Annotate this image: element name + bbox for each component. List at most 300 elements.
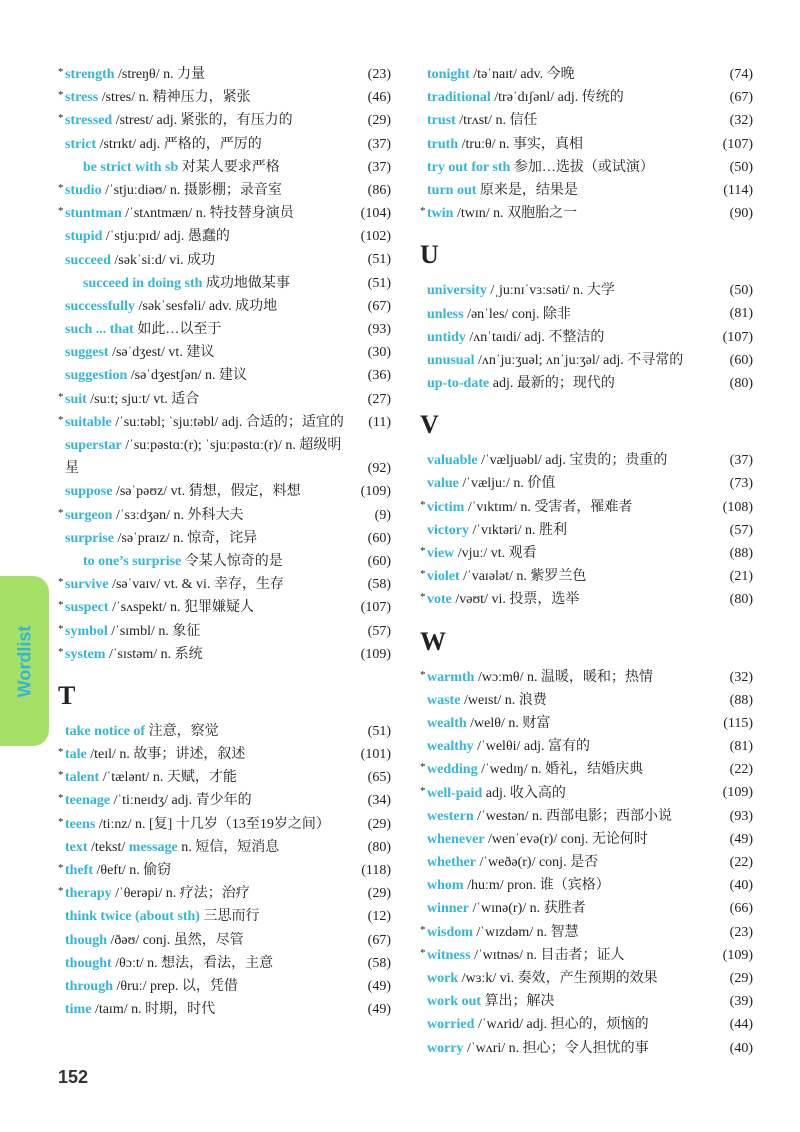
page-reference: (58) [367, 577, 391, 593]
headword: violet [427, 569, 460, 585]
section-letter: W [420, 626, 446, 656]
definition: /təˈnaɪt/ adv. 今晚 [469, 67, 575, 82]
definition: 三思而行 [199, 909, 260, 925]
wordlist-entry [58, 341, 391, 364]
wordlist-entry [420, 449, 753, 472]
headword: victory [427, 522, 469, 538]
wordlist-entry [420, 279, 753, 302]
definition: /ˈwestən/ n. 西部电影；西部小说 [473, 808, 672, 824]
wordlist-entry [58, 388, 391, 411]
headword: theft [65, 863, 93, 879]
definition: /səˈdʒest/ vt. 建议 [108, 345, 215, 361]
wordlist-entry [420, 944, 753, 967]
headword: view [427, 546, 455, 561]
wordlist-entry [58, 133, 391, 156]
definition: /ˈwʌri/ n. 担心；令人担忧的事 [463, 1040, 649, 1056]
page-reference: (51) [367, 252, 391, 268]
page-reference: (12) [367, 909, 391, 925]
definition: /ˈwedɪŋ/ n. 婚礼，结婚庆典 [477, 762, 644, 778]
star-icon: * [58, 576, 64, 589]
wordlist-entry [58, 859, 391, 882]
wordlist-entry [420, 782, 753, 805]
wordlist-entry [58, 743, 391, 766]
page-reference: (40) [729, 1040, 753, 1056]
wordlist-entry [420, 472, 753, 495]
wordlist-entry [420, 519, 753, 542]
definition: /ðəʊ/ conj. 虽然，尽管 [107, 932, 244, 948]
star-icon: * [420, 498, 426, 511]
star-icon: * [420, 761, 426, 774]
headword: surgeon [65, 507, 113, 523]
headword: suppose [65, 484, 113, 500]
wordlist-entry [420, 565, 753, 588]
headword: though [65, 932, 108, 948]
headword: strength [65, 67, 115, 82]
page-reference: (74) [729, 66, 753, 82]
headword: tale [65, 747, 87, 763]
headword: turn out [427, 182, 477, 198]
wordlist-entry [420, 1013, 753, 1036]
page-reference: (22) [729, 762, 753, 778]
star-icon: * [420, 591, 426, 604]
definition: /ʌnˈtaɪdi/ adj. 不整洁的 [465, 329, 605, 345]
page-reference: (67) [367, 298, 391, 314]
headword: take notice of [65, 723, 146, 739]
definition: /twɪn/ n. 双胞胎之一 [453, 206, 578, 222]
page-reference: (37) [367, 159, 391, 175]
wordlist-entry [58, 179, 391, 202]
page-reference: (51) [367, 275, 391, 291]
page-reference: (81) [729, 306, 753, 322]
headword: suggest [65, 345, 109, 361]
wordlist-entry [420, 63, 753, 86]
definition: 原来是，结果是 [476, 182, 578, 198]
wordlist-entry [420, 897, 753, 920]
wordlist-entry [58, 720, 391, 743]
star-icon: * [58, 205, 64, 218]
definition: /səkˈsiːd/ vi. 成功 [110, 252, 216, 268]
wordlist-entry [420, 758, 753, 781]
headword: survive [65, 577, 109, 593]
page-reference: (49) [729, 831, 753, 847]
headword: symbol [65, 623, 108, 639]
page-reference: (32) [729, 669, 753, 685]
definition: 如此…以至于 [133, 322, 222, 338]
wordlist-entry [420, 326, 753, 349]
right-column [420, 63, 753, 1060]
headword: work out [427, 994, 482, 1010]
headword: valuable [427, 453, 478, 469]
page-reference: (102) [360, 229, 391, 245]
headword: work [427, 971, 459, 986]
wordlist-entry [420, 349, 753, 372]
page-reference: (80) [729, 376, 753, 392]
page-reference: (104) [360, 206, 391, 222]
page-reference: (93) [367, 322, 391, 338]
wordlist-entry [420, 496, 753, 519]
definition: /ˈwɪnə(r)/ n. 获胜者 [469, 901, 586, 917]
definition: /səˈdʒestʃən/ n. 建议 [127, 368, 247, 384]
page-reference: (101) [360, 747, 391, 763]
page-reference: (34) [367, 793, 391, 809]
wordlist-entry [58, 249, 391, 272]
definition: /θɔːt/ n. 想法，看法，主意 [111, 955, 274, 971]
wordlist-entry [420, 202, 753, 225]
left-column [58, 63, 391, 1021]
star-icon: * [420, 946, 426, 959]
definition: adj. 最新的；现代的 [489, 376, 615, 392]
definition: /ˈsuːtəbl; ˈsjuːtəbl/ adj. 合适的；适宜的 [111, 414, 344, 430]
wordlist-entry [420, 156, 753, 179]
headword: thought [65, 955, 112, 971]
definition: /ˈsʌspekt/ n. 犯罪嫌疑人 [108, 600, 255, 616]
wordlist-entry [58, 272, 391, 295]
page-reference: (109) [722, 947, 753, 963]
headword: to one’s surprise [83, 553, 182, 569]
definition: n. 短信，短消息 [177, 839, 280, 855]
definition: /ˈwelθi/ adj. 富有的 [473, 739, 591, 755]
definition: /strɪkt/ adj. 严格的，严厉的 [96, 136, 262, 152]
headword: wealthy [427, 739, 474, 755]
page-reference: (29) [729, 970, 753, 986]
page-reference: (67) [729, 90, 753, 106]
star-icon: * [420, 668, 426, 681]
wordlist-entry [58, 434, 391, 480]
wordlist-entry [58, 952, 391, 975]
headword: victim [427, 499, 465, 515]
headword: tonight [427, 67, 470, 82]
page-reference: (57) [367, 623, 391, 639]
definition: /ˈwɪtnəs/ n. 目击者；证人 [470, 947, 625, 963]
definition: /truːθ/ n. 事实，真相 [458, 136, 584, 152]
headword: warmth [427, 669, 475, 685]
page-reference: (9) [374, 507, 391, 523]
headword: untidy [427, 329, 466, 345]
headword: system [65, 646, 106, 662]
page-reference: (60) [367, 553, 391, 569]
page-reference: (73) [729, 476, 753, 492]
wordlist-entry [420, 372, 753, 395]
star-icon: * [58, 622, 64, 635]
wordlist-entry [420, 86, 753, 109]
page-reference: (118) [361, 863, 391, 879]
wordlist-entry [58, 929, 391, 952]
wordlist-entry [58, 480, 391, 503]
headword: unless [427, 306, 464, 322]
headword: traditional [427, 90, 491, 106]
definition: 算出；解决 [481, 994, 555, 1010]
wordlist-entry [58, 813, 391, 836]
page-reference: (32) [729, 113, 753, 129]
headword: whom [427, 878, 464, 894]
definition: /ənˈles/ conj. 除非 [463, 306, 571, 322]
section-letter: T [58, 680, 76, 710]
star-icon: * [58, 89, 64, 102]
headword: vote [427, 592, 452, 608]
headword: succeed [65, 252, 111, 268]
headword: talent [65, 770, 100, 786]
definition: /teɪl/ n. 故事；讲述，叙述 [86, 747, 246, 763]
page-reference: (49) [367, 978, 391, 994]
headword: studio [65, 182, 102, 198]
headword: worried [427, 1017, 475, 1033]
page-reference: (21) [729, 569, 753, 585]
headword: value [427, 476, 459, 492]
wordlist-entry [58, 882, 391, 905]
page-reference: (86) [367, 182, 391, 198]
page-reference: (109) [360, 484, 391, 500]
wordlist-entry [420, 1037, 753, 1060]
definition: /trəˈdɪʃənl/ adj. 传统的 [490, 90, 624, 106]
wordlist-entry [58, 202, 391, 225]
page-number: 152 [58, 1067, 89, 1087]
wordlist-entry [420, 851, 753, 874]
definition: /səˈvaɪv/ vt. & vi. 幸存，生存 [108, 577, 284, 593]
headword: whenever [427, 831, 485, 847]
wordlist-entry [420, 588, 753, 611]
star-icon: * [420, 784, 426, 797]
side-tab-label: Wordlist [14, 625, 35, 697]
star-icon: * [420, 205, 426, 218]
page-reference: (107) [722, 136, 753, 152]
headword: teens [65, 816, 96, 832]
definition: /welθ/ n. 财富 [466, 715, 551, 731]
definition: /ˈwʌrid/ adj. 担心的，烦恼的 [474, 1017, 649, 1033]
definition: /weɪst/ n. 浪费 [460, 692, 547, 708]
page-reference: (27) [367, 391, 391, 407]
wordlist-entry [58, 620, 391, 643]
page-reference: (115) [723, 715, 753, 731]
headword: suggestion [65, 368, 128, 384]
definition: /ˈvæljuəbl/ adj. 宝贵的；贵重的 [477, 453, 668, 469]
headword: surprise [65, 530, 114, 546]
page-reference: (58) [367, 955, 391, 971]
page-reference: (80) [367, 839, 391, 855]
star-icon: * [58, 885, 64, 898]
definition: /stres/ n. 精神压力，紧张 [98, 90, 251, 106]
headword: text [65, 839, 88, 855]
definition: /ˈθerəpi/ n. 疗法；治疗 [111, 886, 250, 902]
headword: think twice (about sth) [65, 909, 200, 925]
page-reference: (50) [729, 159, 753, 175]
page-reference: (60) [729, 352, 753, 368]
section-letter: U [420, 240, 439, 270]
star-icon: * [58, 390, 64, 403]
definition: /ʌnˈjuːʒuəl; ʌnˈjuːʒəl/ adj. 不寻常的 [474, 352, 684, 368]
headword: whether [427, 855, 476, 871]
star-icon: * [58, 506, 64, 519]
definition: 参加…选拔（或试演） [510, 159, 654, 175]
definition: /strest/ adj. 紧张的，有压力的 [112, 113, 293, 129]
definition: /ˈstʌntmæn/ n. 特技替身演员 [121, 206, 294, 222]
wordlist-entry [58, 789, 391, 812]
page-reference: (114) [723, 182, 753, 198]
page-reference: (30) [367, 345, 391, 361]
page-reference: (107) [360, 600, 391, 616]
definition: /ˈsɪmbl/ n. 象征 [107, 623, 201, 639]
wordlist-entry [58, 295, 391, 318]
headword: time [65, 1002, 92, 1018]
page-reference: (107) [722, 329, 753, 345]
definition: /trʌst/ n. 信任 [455, 113, 538, 129]
star-icon: * [58, 815, 64, 828]
wordlist-entry [58, 766, 391, 789]
page-reference: (22) [729, 855, 753, 871]
star-icon: * [420, 545, 426, 557]
definition: /ˈstjuːdiəʊ/ n. 摄影棚；录音室 [101, 182, 282, 198]
wordlist-entry [420, 712, 753, 735]
wordlist-entry [58, 905, 391, 928]
headword: truth [427, 136, 459, 152]
definition: /ˈstjuːpɪd/ adj. 愚蠢的 [102, 229, 230, 245]
page-reference: (93) [729, 808, 753, 824]
star-icon: * [58, 746, 64, 759]
headword: witness [427, 947, 471, 963]
page-reference: (81) [729, 739, 753, 755]
definition: 令某人惊奇的是 [181, 553, 283, 569]
definition: 成功地做某事 [202, 275, 290, 291]
headword: stressed [65, 113, 113, 129]
headword: wisdom [427, 924, 473, 940]
headword: wedding [427, 762, 478, 778]
page-reference: (65) [367, 770, 391, 786]
wordlist-entry [58, 63, 391, 86]
wordlist-entry [58, 318, 391, 341]
wordlist-entry [420, 990, 753, 1013]
wordlist-entry [58, 504, 391, 527]
page-reference: (92) [367, 461, 391, 477]
headword: well-paid [427, 785, 483, 801]
headword: therapy [65, 886, 112, 902]
wordlist-entry [58, 975, 391, 998]
wordlist-entry [420, 805, 753, 828]
headword: be strict with sb [83, 159, 179, 175]
headword: through [65, 978, 113, 994]
headword: stress [65, 90, 99, 106]
definition: /tiːnz/ n. [复] 十几岁（13至19岁之间） [95, 816, 330, 832]
definition: /taɪm/ n. 时期，时代 [91, 1002, 216, 1018]
definition: /suːt; sjuːt/ vt. 适合 [86, 391, 200, 407]
page-reference: (108) [722, 499, 753, 515]
headword: trust [427, 113, 456, 129]
headword: university [427, 283, 487, 299]
wordlist-entry [58, 573, 391, 596]
star-icon: * [58, 112, 64, 125]
wordlist-entry [420, 109, 753, 132]
wordlist-side-tab [0, 576, 49, 746]
definition: /ˈvæljuː/ n. 价值 [458, 476, 556, 492]
page-reference: (90) [729, 206, 753, 222]
definition: /ˈsɜːdʒən/ n. 外科大夫 [112, 507, 244, 523]
wordlist-entry [420, 828, 753, 851]
wordlist-entry [58, 86, 391, 109]
star-icon: * [58, 599, 64, 612]
page-reference: (36) [367, 368, 391, 384]
page-reference: (49) [367, 1002, 391, 1018]
wordlist-entry [420, 666, 753, 689]
definition: /wenˈevə(r)/ conj. 无论何时 [484, 831, 648, 847]
definition: 对某人要求严格 [178, 159, 280, 175]
page-reference: (39) [729, 994, 753, 1010]
definition: /ˈvɪktɪm/ n. 受害者，罹难者 [464, 499, 633, 515]
headword: stuntman [65, 206, 122, 222]
wordlist-entry [58, 596, 391, 619]
star-icon: * [58, 66, 64, 78]
headword: message [128, 839, 178, 855]
page-reference: (57) [729, 522, 753, 538]
wordlist-entry [58, 643, 391, 666]
wordlist-entry [420, 542, 753, 565]
star-icon: * [420, 568, 426, 581]
page-reference: (109) [722, 785, 753, 801]
definition: /ˈtiːneɪdʒ/ adj. 青少年的 [110, 793, 252, 809]
wordlist-entry [58, 550, 391, 573]
definition: /wɜːk/ vi. 奏效，产生预期的效果 [458, 971, 658, 986]
definition: /streŋθ/ n. 力量 [114, 67, 206, 82]
wordlist-entry [58, 836, 391, 859]
definition: /ˈsɪstəm/ n. 系统 [105, 646, 203, 662]
headword: waste [427, 692, 461, 708]
headword: stupid [65, 229, 103, 245]
headword: suitable [65, 414, 112, 430]
page-reference: (29) [367, 816, 391, 832]
wordlist-entry [58, 527, 391, 550]
page-reference: (29) [367, 113, 391, 129]
page-reference: (29) [367, 886, 391, 902]
definition: /wɔːmθ/ n. 温暖，暖和；热情 [474, 669, 654, 685]
headword: winner [427, 901, 469, 917]
page-reference: (37) [367, 136, 391, 152]
definition: /θeft/ n. 偷窃 [93, 863, 172, 879]
page-reference: (80) [729, 592, 753, 608]
section-letter: V [420, 410, 439, 440]
wordlist-entry [58, 225, 391, 248]
wordlist-entry [58, 156, 391, 179]
definition: /ˈvɪktəri/ n. 胜利 [468, 522, 567, 538]
headword: suspect [65, 600, 109, 616]
wordlist-entry [420, 874, 753, 897]
definition: /tekst/ [87, 839, 129, 855]
page-reference: (23) [367, 66, 391, 82]
definition: /ˈvaɪələt/ n. 紫罗兰色 [459, 569, 587, 585]
definition: /səˈpraɪz/ n. 惊奇，诧异 [114, 530, 258, 546]
headword: successfully [65, 298, 135, 314]
headword: twin [427, 206, 454, 222]
wordlist-entry [420, 179, 753, 202]
definition: /ˈweðə(r)/ conj. 是否 [476, 855, 599, 871]
headword: such ... that [65, 322, 134, 338]
definition: /vəʊt/ vi. 投票，选举 [451, 592, 580, 608]
star-icon: * [58, 413, 64, 426]
page-reference: (51) [367, 723, 391, 739]
definition: /ˈtælənt/ n. 天赋，才能 [99, 770, 237, 786]
wordlist-entry [420, 921, 753, 944]
wordlist-entry [58, 411, 391, 434]
wordlist-entry [420, 967, 753, 990]
headword: up-to-date [427, 376, 490, 392]
page-reference: (88) [729, 692, 753, 708]
headword: try out for sth [427, 159, 511, 175]
star-icon: * [58, 792, 64, 805]
page-reference: (60) [367, 530, 391, 546]
wordlist-entry [58, 998, 391, 1021]
page-reference: (50) [729, 283, 753, 299]
star-icon: * [58, 769, 64, 782]
headword: suit [65, 391, 87, 407]
star-icon: * [58, 645, 64, 658]
definition: /ˌjuːnɪˈvɜːsəti/ n. 大学 [486, 283, 615, 299]
headword: succeed in doing sth [83, 275, 203, 291]
